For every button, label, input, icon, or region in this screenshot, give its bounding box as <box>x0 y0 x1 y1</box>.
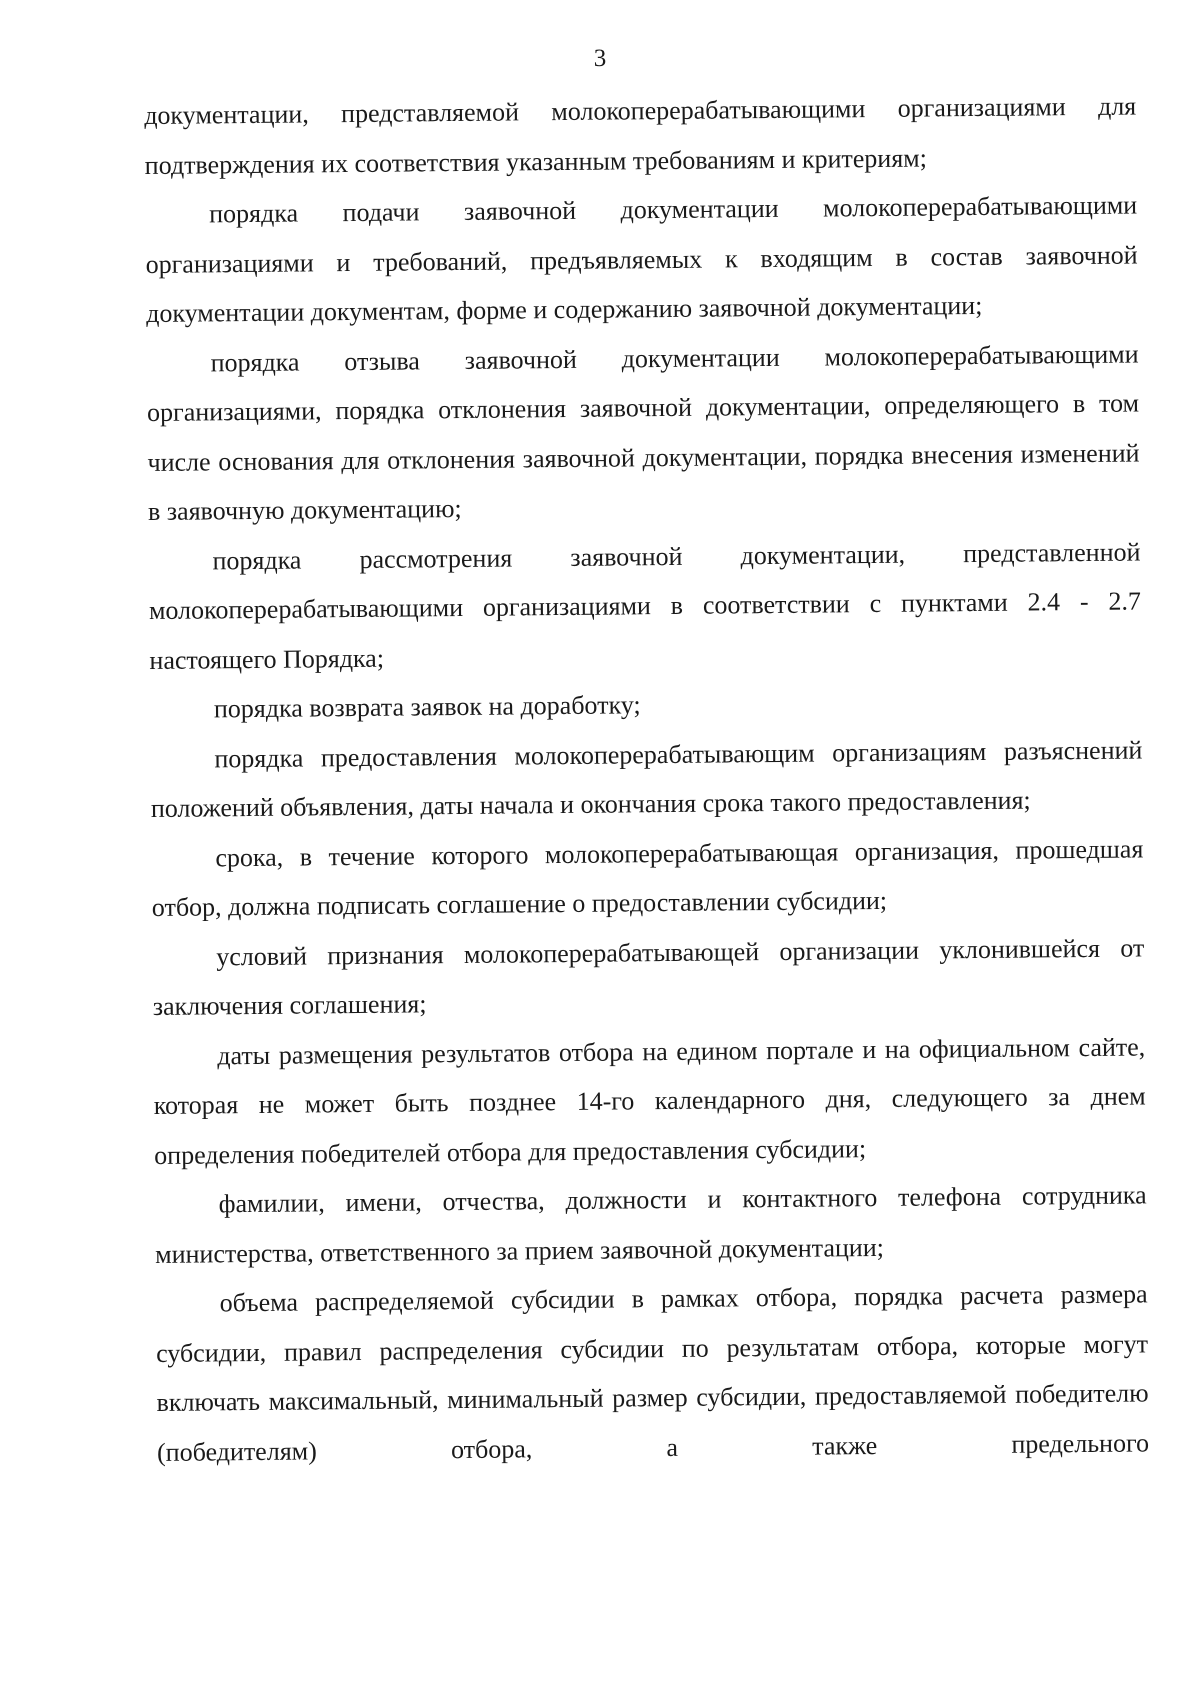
paragraph-results-publication-date: даты размещения результатов отбора на едином портале и на официальном сайте, которая не может быть позднее 14-го календарного дня, следующего за днем определения победителей отбора для предоставления субсидии; <box>153 1031 1146 1170</box>
page-number: 3 <box>593 45 607 72</box>
paragraph-signing-deadline: срока, в течение которого молокоперерабатывающая организация, прошедшая отбор, должна подписать соглашение о предоставлении субсидии; <box>151 833 1144 922</box>
paragraph-responsible-employee: фамилии, имени, отчества, должности и контактного телефона сотрудника министерства, ответственного за прием заявочной документации; <box>155 1180 1147 1269</box>
paragraph-clarification-procedure: порядка предоставления молокоперерабатывающим организациям разъяснений положений объявления, даты начала и окончания срока такого предоставления; <box>150 734 1143 823</box>
document-body <box>144 81 1149 1476</box>
paragraph-review-procedure: порядка рассмотрения заявочной документации, представленной молокоперерабатывающими организациями в соответствии с пунктами 2.4 - 2.7 настоящего Порядка; <box>148 536 1142 675</box>
paragraph-continuation: документации, представляемой молокоперерабатывающими организациями для подтверждения их соответствия указанным требованиям и критериям; <box>144 91 1137 180</box>
paragraph-submission-procedure: порядка подачи заявочной документации молокоперерабатывающими организациями и требований, предъявляемых к входящим в состав заявочной документации документам, форме и содержанию заявочной документации; <box>145 190 1138 328</box>
paragraph-evasion-conditions: условий признания молокоперерабатывающей организации уклонившейся от заключения соглашения; <box>152 932 1145 1021</box>
paragraph-subsidy-volume: объема распределяемой субсидии в рамках отбора, порядка расчета размера субсидии, правил распределения субсидии по результатам отбора, которые могут включать максимальный, минимальный размер субсидии, предоставляемой победителю (победителям) отбора, а также предельного <box>155 1279 1150 1467</box>
paragraph-withdrawal-procedure: порядка отзыва заявочной документации молокоперерабатывающими организациями, порядка отклонения заявочной документации, определяющего в том числе основания для отклонения заявочной документации, порядка внесения изменений в заявочную документацию; <box>146 338 1140 526</box>
paragraph-return-procedure: порядка возврата заявок на доработку; <box>213 690 641 724</box>
